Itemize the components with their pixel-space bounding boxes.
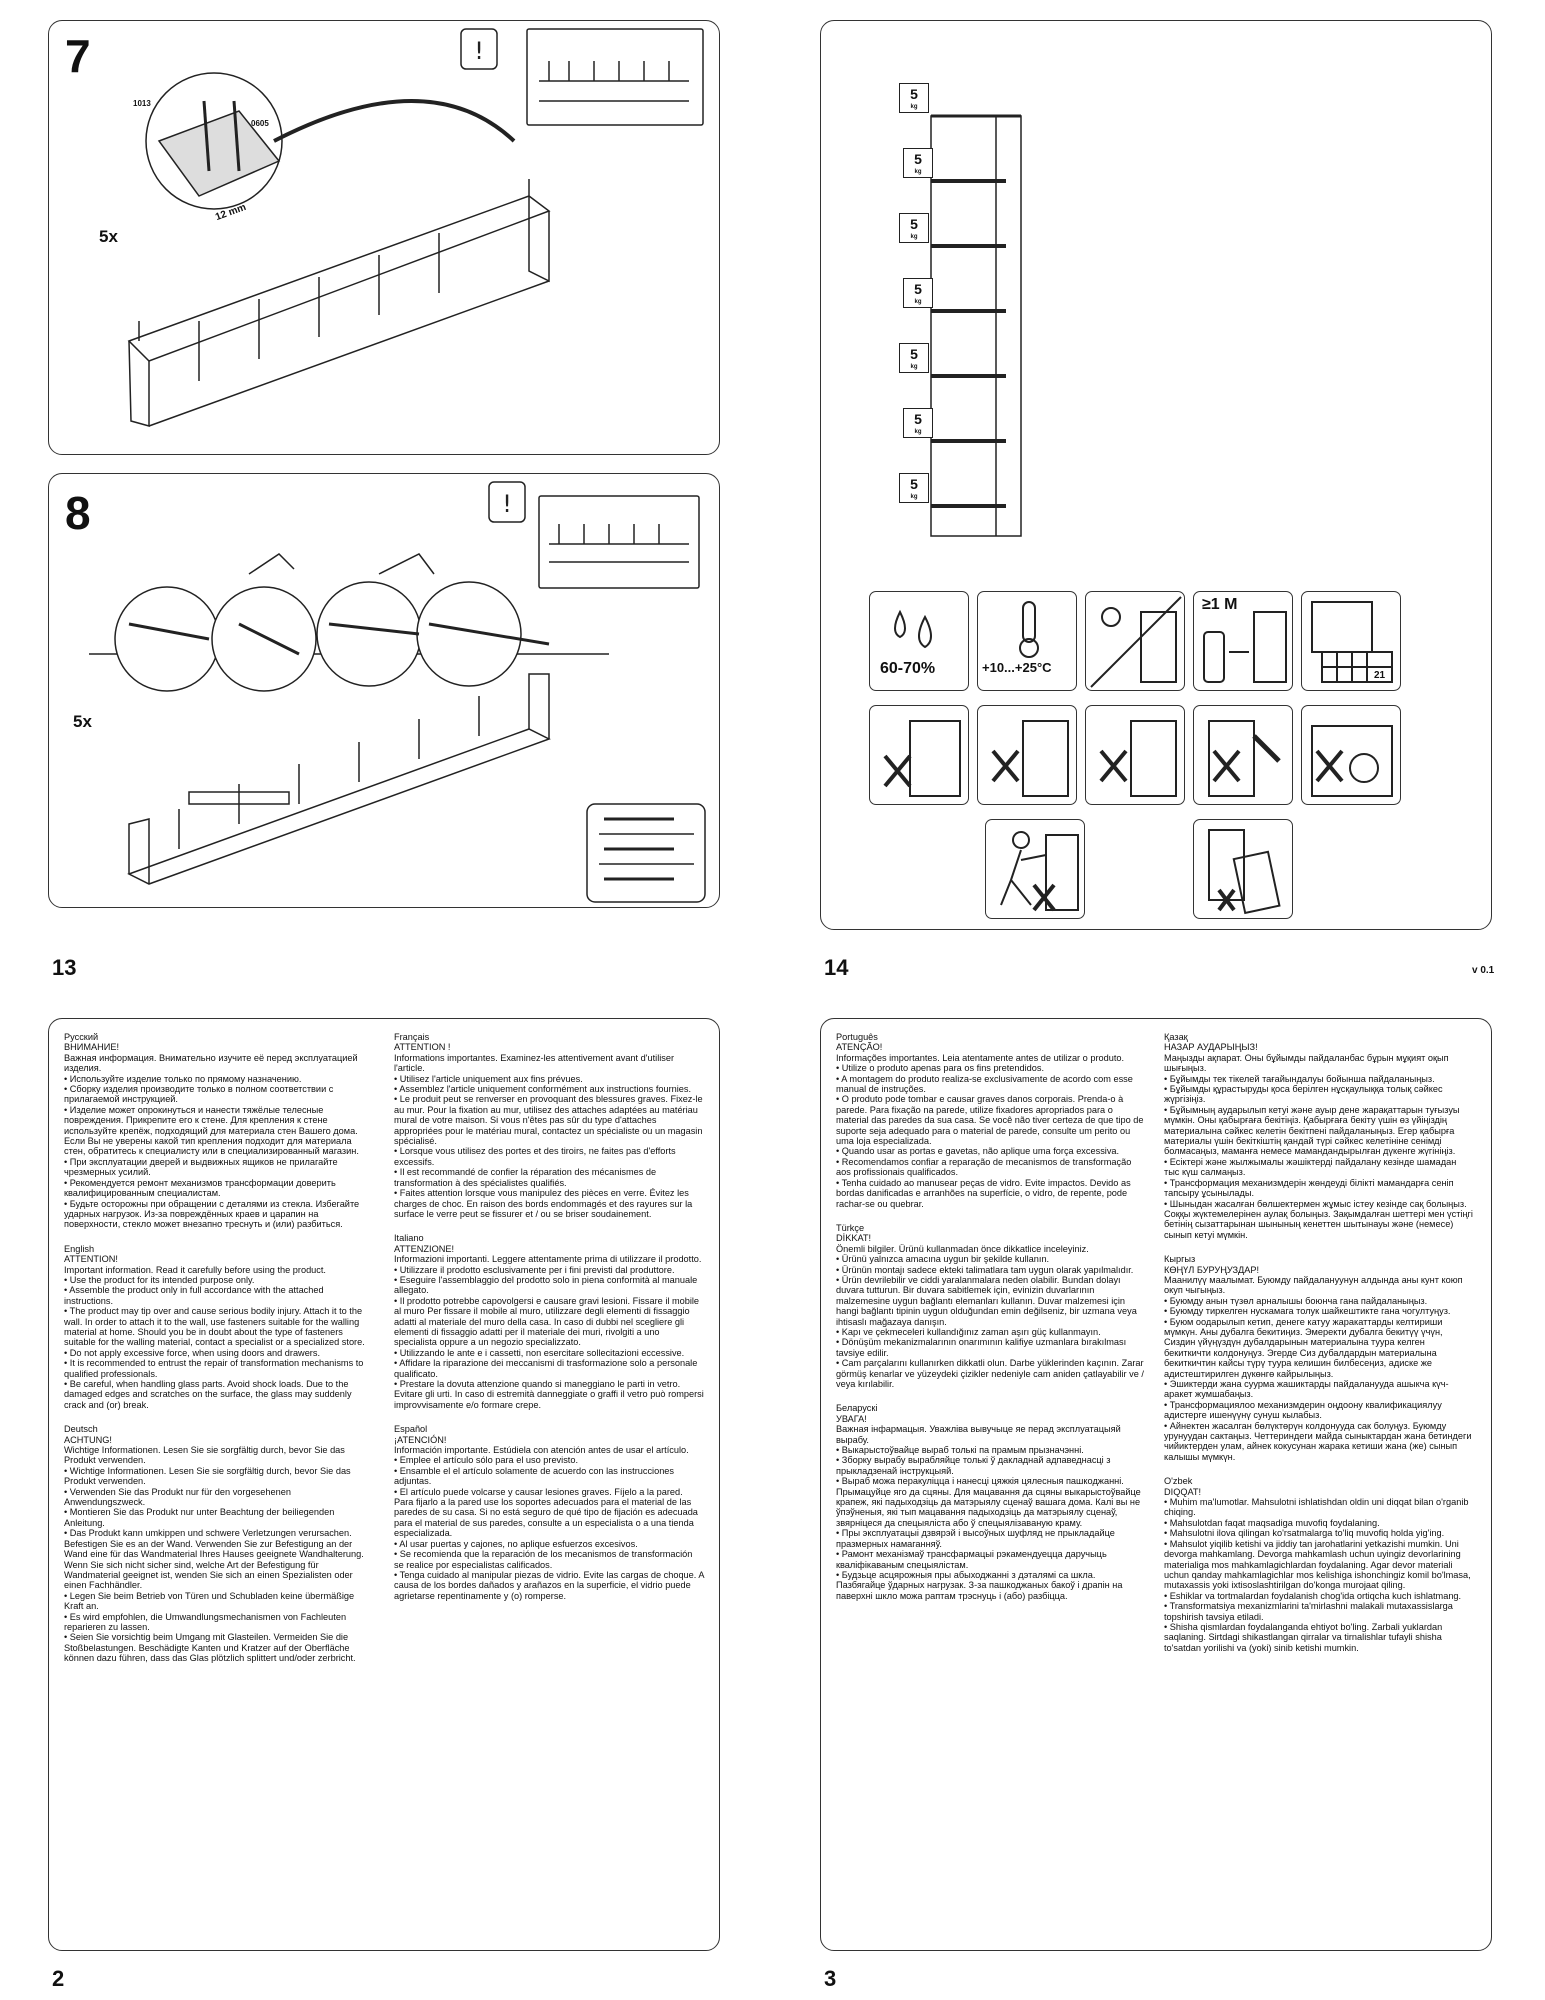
page-number-14: 14 — [824, 955, 849, 980]
step-8-illustration — [49, 474, 720, 908]
section-language: Português — [836, 1032, 878, 1042]
humidity-label: 60-70% — [880, 660, 936, 677]
weight-box — [899, 473, 929, 503]
section-language: Italiano — [394, 1233, 424, 1244]
text-column-3 — [836, 1032, 1146, 1615]
no-overload-icon — [1301, 705, 1401, 805]
dimension-label: 12 mm — [214, 201, 248, 224]
safety-section — [836, 1403, 1146, 1601]
step-7-illustration — [49, 21, 720, 455]
weight-unit: kg — [910, 494, 918, 500]
section-body: ACHTUNG! Wichtige Informationen. Lesen Sie sie sorgfältig durch, bevor Sie das Produkt verwenden. • Wichtige Informationen. Lesen Sie sie sorgfältig durch, bevor Sie das Produkt verwenden. • Verwenden Sie das Produkt nur für den vorgesehenen Anwendungszweck. • Montieren Sie das Produkt nur unter Beachtung der beiliegenden Anleitung. • Das Produkt kann umkippen und schwere Verletzungen verursachen. Befestigen Sie es an der Wand. Verwenden Sie zur Befestigung an der Wand eine für das Wandmaterial Ihres Hauses geeignete Wandhalterung. Wenn Sie sich nicht sicher sind, welche Art der Befestigung für Wandmaterial geeignet ist, wenden Sie sich an einen Spezialisten oder einen Fachhändler. • Legen Sie beim Betrieb von Türen und Schubladen keine übermäßige Kraft an. • Es wird empfohlen, die Umwandlungsmechanismen von Fachleuten reparieren zu lassen. • Seien Sie vorsichtig beim Umgang mit Glasteilen. Vermeiden Sie die Stoßbelastungen. Beschädigte Kanten und Kratzer auf der Oberfläche können dazu führen, dass das Glas plötzlich splittert und/oder zerbricht. — [64, 1434, 364, 1664]
quantity-label: 5x — [73, 712, 92, 731]
no-hammer-icon — [1193, 705, 1293, 805]
section-body: DIQQAT! • Muhim ma'lumotlar. Mahsulotni ishlatishdan oldin uni diqqat bilan o'rganib chiqing. • Mahsulotdan faqat maqsadiga muvofiq foydalaning. • Mahsulotni ilova qilingan ko'rsatmalarga to'liq muvofiq holda yig'ing. • Mahsulot yiqilib ketishi va jiddiy tan jarohatlarini yetkazishi mumkin. Uni devorga mahkamlang. Devorga mahkamlash uchun uyingiz devorlarining materialiga mos mahkamlagichlardan foydalaning. Agar devor materiali uchun qanday mahkamlagichlar mos kelishiga ishonchingiz komil bo'lmasa, mutaxassis yoki ixtisoslashtirilgan do'konga murojaat qiling. • Eshiklar va tortmalardan foydalanish chog'ida ortiqcha kuch ishlatmang. • Transformatsiya mexanizmlarini ta'mirlashni malakali mutaxassislarga topshirish tavsiya etiladi. • Shisha qismlardan foydalanganda ehtiyot bo'ling. Zarbali yuklardan saqlaning. Sirtdagi shikastlangan qirralar va tirnalishlar tufayli shisha to'satdan yorilishi va (yoki) sinib ketishi mumkin. — [1164, 1486, 1471, 1653]
text-column-1 — [64, 1032, 374, 1678]
svg-text:!: ! — [502, 490, 512, 518]
weight-value: 5 — [910, 86, 918, 102]
safety-section — [1164, 1476, 1474, 1653]
page-number-2: 2 — [52, 1966, 65, 1991]
no-chemicals-icon — [869, 705, 969, 805]
safety-section — [836, 1032, 1146, 1209]
safety-section — [394, 1032, 704, 1219]
section-language: English — [64, 1243, 95, 1254]
section-body: ATTENTION! Important information. Read it carefully before using the product. • Use the product for its intended purpose only. • Assemble the product only in full accordance with the attached instructions. • The product may tip over and cause serious bodily injury. Attach it to the wall. In order to attach it to the wall, use fasteners suitable for the walling material at home. Should you be in doubt about the type of fasteners suitable for the walling material, contact a specialist or a specialized store. • Do not apply excessive force, when using doors and drawers. • It is recommended to entrust the repair of transformation mechanisms to qualified professionals. • Be careful, when handling glass parts. Avoid shock loads. Due to the damaged edges and scratches on the surface, the glass may suddenly crack and (or) break. — [64, 1254, 365, 1410]
section-body: НАЗАР АУДАРЫҢЫЗ! Маңызды ақпарат. Оны бұйымды пайдаланбас бұрын мұқият оқып шығыңыз. • Бұйымды тек тікелей тағайындалуы бойынша пайдаланыңыз. • Бұйымды құрастыруды қоса берілген нұсқаулыққа толық сәйкес жүргізіңіз. • Бұйымның аударылып кетуі және ауыр дене жарақаттарын туғызуы мүмкін. Оны қабырғаға бекітіңіз. Қабырғаға бекіту үшін өз үйіңіздің материалына сәйкес келетін бекітпені пайдаланыңыз. Егер қабырға материалы үшін бекіткіштің қандай түрі сәйкес келетініне сенімді болмасаңыз, маманға немесе мамандандырылған дүкенге жүгініңіз. • Есіктері және жылжымалы жәшіктерді пайдалану кезінде шамадан тыс күш салмаңыз. • Трансформация механизмдерін жөндеуді білікті мамандарға сеніп тапсыру ұсынылады. • Шыныдан жасалған бөлшектермен жұмыс істеу кезінде сақ болыңыз. Соққы жүктемелерінен аулақ болыңыз. Зақымдалған шеттері мен үстіңгі бетінің сызаттарынан шынының кенеттен шытынауы және (немесе) сынып кетуі мүмкін. — [1164, 1042, 1473, 1240]
weight-box — [899, 213, 929, 243]
weight-unit: kg — [910, 234, 918, 240]
section-body: ATENÇÃO! Informações importantes. Leia atentamente antes de utilizar o produto. • Utilize o produto apenas para os fins pretendidos. • A montagem do produto realiza-se exclusivamente de acordo com esse manual de instruções. • O produto pode tombar e causar graves danos corporais. Prenda-o à parede. Para fixação na parede, utilize fixadores apropriados para o material das paredes da sua casa. Se você não tiver certeza de que tipo de suporte seja adequado para o material de parede, consulte um perito ou uma loja especializada. • Quando usar as portas e gavetas, não aplique uma força excessiva. • Recomendamos confiar a reparação de mecanismos de transformação aos profissionais qualificados. • Tenha cuidado ao manusear peças de vidro. Evite impactos. Devido as bordas danificadas e arranhões na superfície, o vidro, de repente, pode rachar-se ou quebrar. — [836, 1042, 1144, 1209]
section-language: Қазақ — [1164, 1032, 1188, 1042]
weight-box — [903, 408, 933, 438]
text-column-2 — [394, 1032, 704, 1615]
weight-unit: kg — [914, 169, 922, 175]
section-language: Русский — [64, 1032, 99, 1042]
safety-section — [394, 1424, 704, 1601]
weight-unit: kg — [914, 299, 922, 305]
section-language: Беларускі — [836, 1403, 878, 1414]
no-tipping-icon — [1193, 819, 1293, 919]
distance-label: ≥1 M — [1202, 596, 1238, 613]
section-language: Türkçe — [836, 1222, 865, 1233]
step-7-panel — [48, 20, 720, 455]
safety-section — [64, 1424, 374, 1663]
safety-section — [64, 1244, 374, 1411]
weight-unit: kg — [910, 364, 918, 370]
weight-box — [899, 343, 929, 373]
step-8-panel — [48, 473, 720, 908]
weight-box — [903, 278, 933, 308]
thermometer-icon — [977, 591, 1077, 691]
no-liquid-icon — [977, 705, 1077, 805]
weight-value: 5 — [910, 216, 918, 232]
weight-value: 5 — [910, 346, 918, 362]
weight-unit: kg — [914, 429, 922, 435]
section-body: КӨҢҮЛ БУРУҢУЗДАР! Маанилүү маалымат. Буюмду пайдалануунун алдында аны кунт коюп окуп чыгыңыз. • Буюмду анын түзөл арналышы боюнча гана пайдаланыңыз. • Буюмду тиркелген нускамага толук шайкештикте гана чогултуңуз. • Буюм оодарылып кетип, денеге катуу жаракаттарды келтириши мүмкүн. Аны дубалга бекитиңиз. Эмеректи дубалга бекитүү үчүн, Сиздин үйүңүздүн дубалдарынын материалына туура келген бекиткичти колдонуңуз. Эгерде Сиз дубалдардын материалына бекиткичтин кайсы түрү туура келишин билбесеңиз, адиске же адистештирилген дүкөнгө кайрылыңыз. • Эшиктерди жана суурма жашиктарды пайдаланууда ашыкча күч-аракет жумшабаңыз. • Трансформациялоо механизмдерин оңдоону квалификациялуу адистерге ишенүүнү сунуш кылабыз. • Айнектен жасалган бөлүктөрүн колдонууда сак болуңуз. Буюмду урунуудан сактаңыз. Четтериндеги майда сыныктардан жана бетиндеги чийиктерден улам, айнек кокусунан жарака кетиши жана (же) сынып калышы мүмкүн. — [1164, 1264, 1472, 1462]
window-climate-icon — [1301, 591, 1401, 691]
version-label: v 0.1 — [1472, 965, 1495, 976]
sunlight-icon — [1085, 591, 1185, 691]
weight-value: 5 — [914, 151, 922, 167]
section-body: ВНИМАНИЕ! Важная информация. Внимательно изучите её перед эксплуатацией изделия. • Используйте изделие только по прямому назначению. • Сборку изделия производите только в полном соответствии с прилагаемой инструкцией. • Изделие может опрокинуться и нанести тяжёлые телесные повреждения. Прикрепите его к стене. Для крепления к стене используйте крепёж, подходящий для материала стен Вашего дома. Если Вы не уверены какой тип крепления подходит для материала стен, обратитесь к специалисту или в специализированный магазин. • При эксплуатации дверей и выдвижных ящиков не прилагайте чрезмерных усилий. • Рекомендуется ремонт механизмов трансформации доверить квалифицированным специалистам. • Будьте осторожны при обращении с деталями из стекла. Избегайте ударных нагрузок. Из-за повреждённых краев и царапин на поверхности, стекло может внезапно треснуть и (или) разбиться. — [64, 1042, 360, 1230]
section-body: DİKKAT! Önemli bilgiler. Ürünü kullanmadan önce dikkatlice inceleyiniz. • Ürünü yalnızca amacına uygun bir şekilde kullanın. • Ürünün montajı sadece ekteki talimatlara tam uygun olarak yapılmalıdır. • Ürün devrilebilir ve ciddi yaralanmalara neden olabilir. Bundan dolayı duvara tutturun. Bir duvara sabitlemek için, evinizin duvarlarının malzemesine uygun bağlantı elemanları kullanın. Duvar malzemesi için hangi bağlantı tipinin uygun olduğundan emin değilseniz, bir uzmana veya ihtisaslı mağazaya danışın. • Kapı ve çekmeceleri kullandığınız zaman aşırı güç kullanmayın. • Dönüşüm mekanizmalarının onarımının kalifiye uzmanlara bırakılması tavsiye edilir. • Cam parçalarını kullanırken dikkatli olun. Darbe yüklerinden kaçının. Zarar görmüş kenarlar ve yüzeydeki çizikler nedeniyle cam aniden çatlayabilir ve / veya kırılabilir. — [836, 1233, 1144, 1389]
screw-code-right: 0605 — [251, 119, 269, 128]
text-column-4 — [1164, 1032, 1474, 1667]
temperature-label: +10...+25°C — [982, 660, 1052, 675]
section-body: УВАГА! Важная інфармацыя. Уважліва вывучыце яе перад эксплуатацыяй вырабу. • Выкарыстоўвайце выраб толькі па прамым прызначэнні. • Зборку вырабу вырабляйце толькі ў дакладнай адпаведнасці з прыкладзенай інструкцыяй. • Выраб можа перакуліцца і нанесці цяжкія цялесныя пашкоджанні. Прымацуйце яго да сцяны. Для мацавання да сцяны выкарыстоўвайце крапеж, які падыходзіць да матэрыялу сценаў вашага дома. Калі вы не ўпэўненыя, які тып мацавання падыходзіць да матэрыялу сценаў, звярніцеся да спецыяліста або ў спецыялізаваную краму. • Пры эксплуатацыі дзвярэй і высоўных шуфляд не прыкладайце празмерных намаганняў. • Рамонт механізмаў трансфармацыі рэкамендуецца даручыць кваліфікаваным спецыялістам. • Будзьце асцярожныя пры абыходжанні з дэталямі са шкла. Пазбягайце ўдарных нагрузак. З-за пашкоджаных бакоў і драпін на паверхні шкло можа раптам трэснуць і (або) разбіцца. — [836, 1413, 1141, 1601]
no-abrasive-icon — [1085, 705, 1185, 805]
weight-value: 5 — [910, 476, 918, 492]
care-panel — [820, 20, 1492, 930]
page-number-13: 13 — [52, 955, 77, 980]
weight-box — [903, 148, 933, 178]
weight-value: 5 — [914, 411, 922, 427]
safety-section — [1164, 1254, 1474, 1462]
safety-section — [836, 1223, 1146, 1390]
section-language: Кыргыз — [1164, 1254, 1196, 1265]
safety-section — [64, 1032, 374, 1230]
no-pushing-icon — [985, 819, 1085, 919]
quantity-label: 5x — [99, 227, 118, 246]
section-body: ¡ATENCIÓN! Información importante. Estúdiela con atención antes de usar el artículo. • Emplee el artículo sólo para el uso previsto. • Ensamble el el artículo solamente de acuerdo con las instrucciones adjuntas. • El artículo puede volcarse y causar lesiones graves. Fíjelo a la pared. Para fijarlo a la pared use los soportes adecuados para el material de las paredes de su casa. Si no está seguro de qué tipo de fijación es adecuada para el material de sus paredes, consulte a un especialista o a una tienda especializada. • Al usar puertas y cajones, no aplique esfuerzos excesivos. • Se recomienda que la reparación de los mecanismos de transformación se realice por especialistas calificados. • Tenga cuidado al manipular piezas de vidrio. Evite las cargas de choque. A causa de los bordes dañados y arañazos en la superficie, el vidrio puede agrietarse repentinamente y (o) romperse. — [394, 1434, 704, 1601]
section-body: ATTENTION ! Informations importantes. Examinez-les attentivement avant d'utiliser l'article. • Utilisez l'article uniquement aux fins prévues. • Assemblez l'article uniquement conformément aux instructions fournies. • Le produit peut se renverser en provoquant des blessures graves. Fixez-le au mur. Pour la fixation au mur, utilisez des attaches adaptées au matériau mural de votre maison. Si vous n'êtes pas sûr du type d'attaches appropriées pour le matériau mural, contactez un spécialiste ou un magasin spécialisé. • Lorsque vous utilisez des portes et des tiroirs, ne faites pas d'efforts excessifs. • Il est recommandé de confier la réparation des mécanismes de transformation à des spécialistes qualifiés. • Faites attention lorsque vous manipulez des pièces en verre. Évitez les charges de choc. En raison des bords endommagés et des rayures sur la surface le verre peut se fissurer et / ou se briser soudainement. — [394, 1042, 703, 1219]
section-language: O'zbek — [1164, 1476, 1193, 1487]
step-number: 7 — [65, 30, 91, 82]
screw-code-left: 1013 — [133, 99, 151, 108]
weight-unit: kg — [910, 104, 918, 110]
svg-text:!: ! — [474, 37, 484, 65]
safety-section — [1164, 1032, 1474, 1240]
weight-value: 5 — [914, 281, 922, 297]
safety-section — [394, 1233, 704, 1410]
weight-box — [899, 83, 929, 113]
section-language: Français — [394, 1032, 430, 1042]
heater-distance-icon — [1193, 591, 1293, 691]
grid-number: 21 — [1374, 670, 1386, 681]
step-number: 8 — [65, 487, 91, 539]
page-number-3: 3 — [824, 1966, 837, 1991]
section-body: ATTENZIONE! Informazioni importanti. Leggere attentamente prima di utilizzare il prodotto. • Utilizzare il prodotto esclusivamente per i fini previsti dal produttore. • Eseguire l'assemblaggio del prodotto solo in piena conformità al manuale allegato. • Il prodotto potrebbe capovolgersi e causare gravi lesioni. Fissare il mobile al muro Per fissare il mobile al muro, utilizzare degli elementi di fissaggio adatti al materiale del muro della casa. In caso di dubbi nel scegliere gli elementi di fissaggio adatti per il materiale dei muri, rivolgiti a uno specialista oppure a un negozio specializzato. • Utilizzando le ante e i cassetti, non esercitare sollecitazioni eccessive. • Affidare la riparazione dei meccanismi di trasformazione solo a personale qualificato. • Prestare la dovuta attenzione quando si maneggiano le parti in vetro. Evitare gli urti. In caso di estremità danneggiate o graffi il vetro può rompersi improvvisamente e/o formare crepe. — [394, 1243, 704, 1410]
humidity-icon — [869, 591, 969, 691]
section-language: Deutsch — [64, 1424, 98, 1435]
section-language: Español — [394, 1424, 428, 1435]
